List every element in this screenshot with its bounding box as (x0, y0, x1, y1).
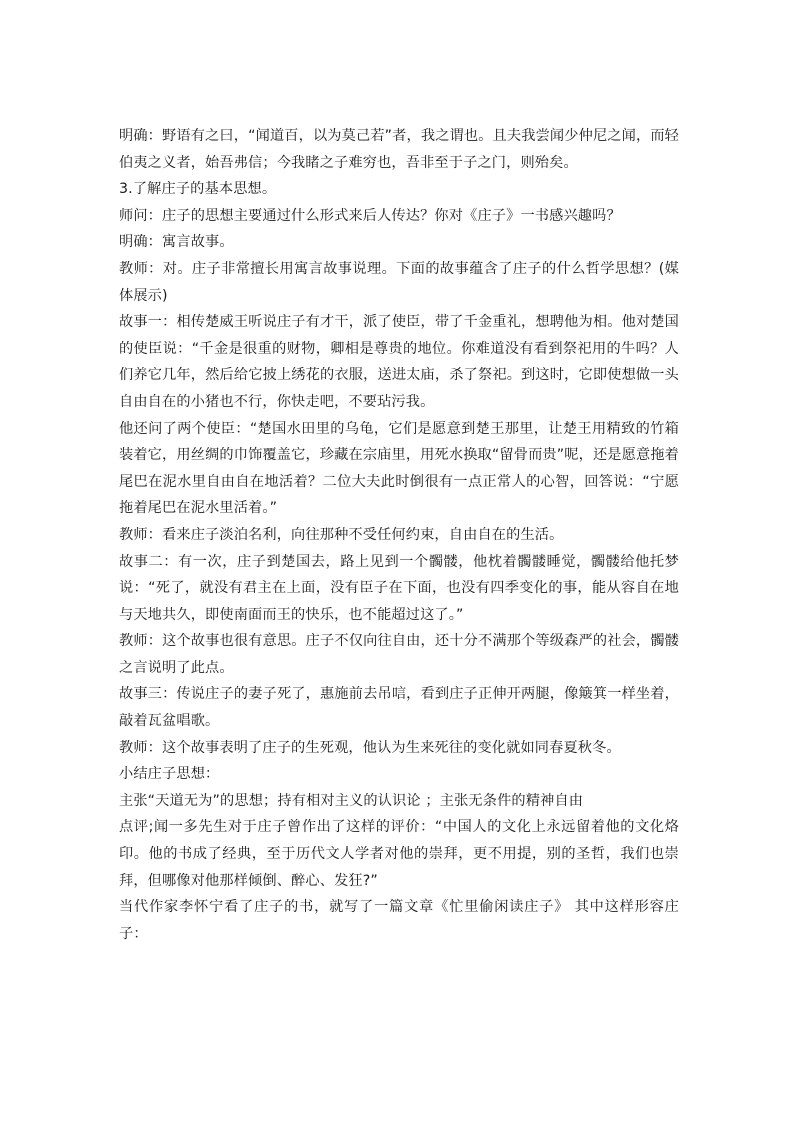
paragraph-story-one: 故事一：相传楚威王听说庄子有才干，派了使臣，带了千金重礼，想聘他为相。他对楚国的使臣说：“千金是很重的财物，卿相是尊贵的地位。你难道没有看到祭祀用的牛吗？人们养它几年，然后给它披上绣花的衣服，送进太庙，杀了祭祀。到这时，它即使想做一头自由自在的小猪也不行，你快走吧，不要玷污我。 (119, 314, 679, 410)
paragraph-teacher-comment-1: 教师：看来庄子淡泊名利，向往那种不受任何约束，自由自在的生活。 (119, 526, 564, 543)
paragraph-turtle-question: 他还问了两个使臣：“楚国水田里的乌龟，它们是愿意到楚王那里，让楚王用精致的竹箱装着它，用丝绸的巾饰覆盖它，珍藏在宗庙里，用死水换取“留骨而贵”呢，还是愿意拖着尾巴在泥水里自由自在地活着？二位大夫此时倒很有一点正常人的心智，回答说：“宁愿拖着尾巴在泥水里活着。” (119, 420, 679, 517)
document-body (119, 123, 679, 947)
paragraph-summary-heading: 小结庄子思想： (119, 766, 220, 783)
paragraph-li-huaining: 当代作家李怀宁看了庄子的书，就写了一篇文章《忙里偷闲读庄子》 其中这样形容庄子： (119, 899, 679, 942)
paragraph-answer-quote: 明确：野语有之曰，“闻道百，以为莫己若”者，我之谓也。且夫我尝闻少仲尼之闻，而轻伯夷之义者，始吾弗信；今我睹之子难穷也，吾非至于子之门，则殆矣。 (119, 128, 679, 171)
paragraph-teacher-intro: 教师：对。庄子非常擅长用寓言故事说理。下面的故事蕴含了庄子的什么哲学思想？(媒体展示) (119, 260, 679, 304)
paragraph-story-two: 故事二：有一次，庄子到楚国去，路上见到一个髑髅，他枕着髑髅睡觉，髑髅给他托梦说：“死了，就没有君主在上面，没有臣子在下面，也没有四季变化的事，能从容自在地与天地共久，即使南面而王的快乐，也不能超过这了。” (119, 553, 679, 623)
paragraph-teacher-comment-3: 教师：这个故事表明了庄子的生死观，他认为生来死往的变化就如同春夏秋冬。 (119, 739, 621, 756)
paragraph-teacher-question: 师问：庄子的思想主要通过什么形式来后人传达？你对《庄子》一书感兴趣吗？ (119, 207, 621, 224)
paragraph-summary-points: 主张“天道无为”的思想；持有相对主义的认识论 ；主张无条件的精神自由 (119, 792, 584, 809)
paragraph-wen-yiduo-review: 点评;闻一多先生对于庄子曾作出了这样的评价：“中国人的文化上永远留着他的文化烙印。他的书成了经典，至于历代文人学者对他的崇拜，更不用提，别的圣哲，我们也崇拜，但哪像对他那样倾倒、醉心、发狂?” (119, 819, 679, 889)
paragraph-answer-fables: 明确：寓言故事。 (119, 234, 234, 251)
paragraph-teacher-comment-2: 教师：这个故事也很有意思。庄子不仅向往自由，还十分不满那个等级森严的社会，髑髅之言说明了此点。 (119, 633, 679, 676)
paragraph-section-3-heading: 3.了解庄子的基本思想。 (119, 181, 277, 198)
paragraph-story-three: 故事三：传说庄子的妻子死了，惠施前去吊唁，看到庄子正伸开两腿，像簸箕一样坐着，敲着瓦盆唱歌。 (119, 686, 679, 730)
